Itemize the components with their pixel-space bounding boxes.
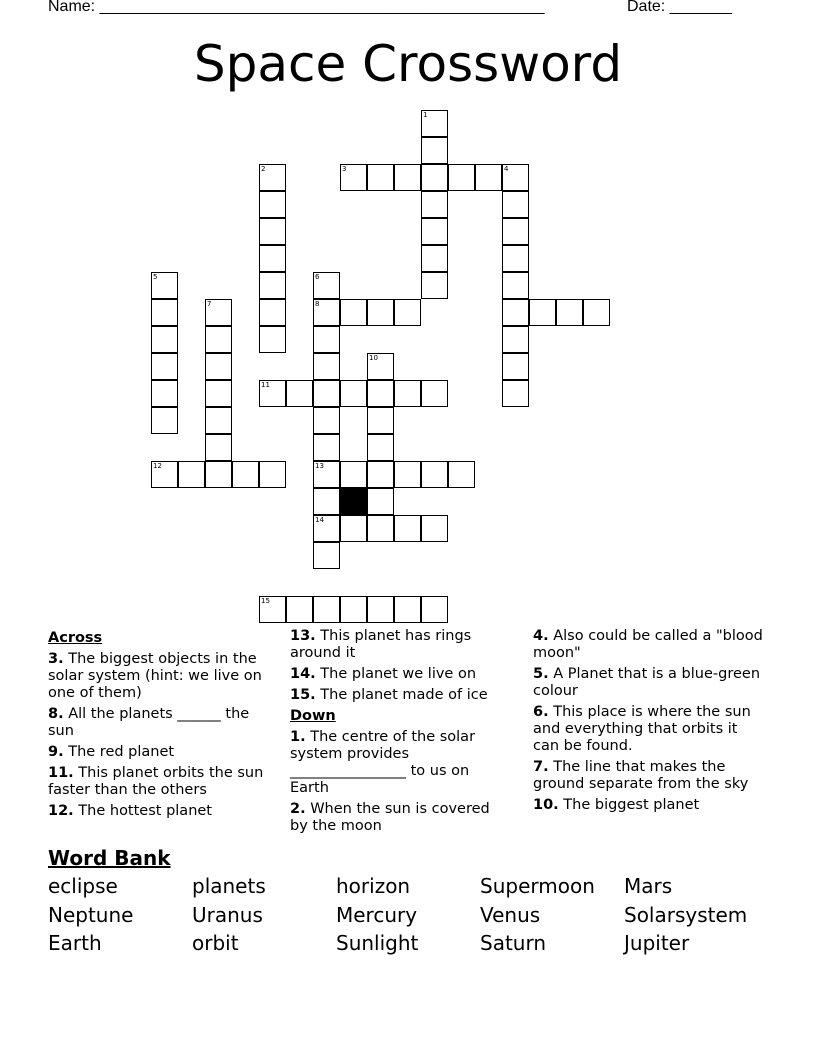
crossword-cell[interactable]: [421, 164, 448, 191]
crossword-cell[interactable]: [421, 272, 448, 299]
clue-number: 15: [261, 597, 270, 605]
crossword-cell[interactable]: [340, 515, 367, 542]
crossword-cell[interactable]: [556, 299, 583, 326]
crossword-cell[interactable]: [313, 515, 340, 542]
crossword-cell[interactable]: [421, 137, 448, 164]
clue-down-7: 7. The line that makes the ground separate from the sky: [533, 759, 749, 792]
crossword-cell[interactable]: [367, 596, 394, 623]
crossword-cell[interactable]: [394, 164, 421, 191]
crossword-cell[interactable]: [313, 461, 340, 488]
crossword-cell[interactable]: [502, 164, 529, 191]
crossword-cell[interactable]: [259, 326, 286, 353]
clue-number: 14: [315, 516, 324, 524]
word-bank-item: Neptune: [48, 902, 134, 927]
crossword-cell[interactable]: [313, 272, 340, 299]
crossword-cell[interactable]: [340, 299, 367, 326]
clues-column-1: [48, 628, 273, 824]
crossword-cell[interactable]: [394, 299, 421, 326]
crossword-cell[interactable]: [583, 299, 610, 326]
down-heading: Down: [290, 708, 336, 724]
clue-number: 7: [207, 300, 212, 308]
word-bank-title: Word Bank: [48, 846, 171, 870]
crossword-cell[interactable]: [367, 164, 394, 191]
word-bank-item: Mercury: [336, 902, 418, 927]
crossword-cell[interactable]: [502, 380, 529, 407]
crossword-cell[interactable]: [502, 299, 529, 326]
crossword-cell[interactable]: [313, 596, 340, 623]
crossword-cell[interactable]: [421, 110, 448, 137]
date-field[interactable]: Date: _______: [627, 0, 732, 15]
across-heading: Across: [48, 630, 103, 646]
clue-down-4: 4. Also could be called a "blood moon": [533, 628, 763, 661]
clue-number: 8: [315, 300, 320, 308]
clue-across-14: 14. The planet we live on: [290, 666, 477, 682]
crossword-cell[interactable]: [205, 434, 232, 461]
word-bank-item: Solarsystem: [624, 902, 748, 927]
crossword-cell[interactable]: [313, 353, 340, 380]
crossword-cell[interactable]: [502, 191, 529, 218]
crossword-cell[interactable]: [205, 326, 232, 353]
clue-across-11: 11. This planet orbits the sun faster than the others: [48, 765, 264, 798]
crossword-cell[interactable]: [340, 380, 367, 407]
word-bank: [48, 872, 788, 958]
crossword-cell[interactable]: [367, 407, 394, 434]
crossword-cell[interactable]: [205, 353, 232, 380]
clue-down-10: 10. The biggest planet: [533, 797, 700, 813]
crossword-cell[interactable]: [448, 461, 475, 488]
crossword-cell[interactable]: [313, 326, 340, 353]
crossword-cell[interactable]: [259, 461, 286, 488]
clue-number: 13: [315, 462, 324, 470]
crossword-cell[interactable]: [259, 299, 286, 326]
clue-across-3: 3. The biggest objects in the solar system (hint: we live on one of them): [48, 651, 262, 701]
crossword-cell[interactable]: [151, 299, 178, 326]
crossword-cell[interactable]: [151, 407, 178, 434]
crossword-cell[interactable]: [313, 434, 340, 461]
clue-across-8: 8. All the planets ______ the sun: [48, 706, 250, 739]
crossword-cell[interactable]: [394, 380, 421, 407]
crossword-cell[interactable]: [421, 515, 448, 542]
word-bank-item: Uranus: [192, 902, 263, 927]
crossword-cell[interactable]: [151, 272, 178, 299]
clues-column-2: [290, 628, 510, 839]
crossword-cell[interactable]: [259, 272, 286, 299]
crossword-cell[interactable]: [340, 164, 367, 191]
crossword-cell[interactable]: [286, 596, 313, 623]
crossword-cell[interactable]: [367, 461, 394, 488]
crossword-cell[interactable]: [502, 272, 529, 299]
crossword-cell[interactable]: [205, 380, 232, 407]
word-bank-item: Mars: [624, 874, 673, 898]
word-bank-item: Sunlight: [336, 931, 419, 955]
crossword-cell[interactable]: [421, 596, 448, 623]
crossword-cell[interactable]: [367, 299, 394, 326]
clue-number: 4: [504, 165, 509, 173]
crossword-cell[interactable]: [313, 488, 340, 515]
word-bank-item: eclipse: [48, 874, 118, 898]
crossword-cell[interactable]: [151, 353, 178, 380]
name-field[interactable]: Name: __________________________________________________: [48, 0, 545, 15]
crossword-cell[interactable]: [151, 380, 178, 407]
clue-number: 3: [342, 165, 347, 173]
crossword-cell[interactable]: [313, 407, 340, 434]
crossword-cell[interactable]: [259, 218, 286, 245]
crossword-cell[interactable]: [367, 380, 394, 407]
crossword-cell[interactable]: [367, 488, 394, 515]
crossword-cell[interactable]: [259, 164, 286, 191]
crossword-cell[interactable]: [313, 542, 340, 569]
word-bank-item: horizon: [336, 874, 411, 898]
crossword-cell[interactable]: [394, 461, 421, 488]
crossword-cell[interactable]: [475, 164, 502, 191]
crossword-cell[interactable]: [367, 515, 394, 542]
clue-across-13: 13. This planet has rings around it: [290, 628, 472, 661]
crossword-cell[interactable]: [502, 245, 529, 272]
clue-number: 1: [423, 111, 428, 119]
crossword-cell[interactable]: [205, 407, 232, 434]
clue-across-9: 9. The red planet: [48, 744, 175, 760]
clue-number: 12: [153, 462, 162, 470]
clue-down-1: 1. The centre of the solar system provides ________________ to us on Earth: [290, 729, 476, 796]
crossword-cell[interactable]: [313, 380, 340, 407]
crossword-cell[interactable]: [421, 218, 448, 245]
word-bank-item: Jupiter: [624, 931, 690, 955]
clue-down-5: 5. A Planet that is a blue-green colour: [533, 666, 761, 699]
crossword-cell[interactable]: [340, 461, 367, 488]
clues-column-3: [533, 628, 768, 818]
crossword-cell[interactable]: [259, 191, 286, 218]
clue-number: 11: [261, 381, 270, 389]
clue-down-6: 6. This place is where the sun and everything that orbits it can be found.: [533, 704, 751, 754]
crossword-cell[interactable]: [313, 299, 340, 326]
crossword-cell[interactable]: [259, 380, 286, 407]
crossword-cell[interactable]: [421, 191, 448, 218]
crossword-cell[interactable]: [151, 326, 178, 353]
clue-number: 10: [369, 354, 378, 362]
crossword-cell[interactable]: [421, 461, 448, 488]
crossword-cell[interactable]: [421, 245, 448, 272]
word-bank-item: orbit: [192, 931, 239, 955]
crossword-cell[interactable]: [421, 380, 448, 407]
crossword-cell[interactable]: [394, 596, 421, 623]
page-title: Space Crossword: [193, 35, 623, 93]
word-bank-item: Earth: [48, 931, 102, 955]
clue-across-12: 12. The hottest planet: [48, 803, 212, 819]
crossword-cell[interactable]: [205, 299, 232, 326]
clue-number: 5: [153, 273, 158, 281]
crossword-cell[interactable]: [502, 353, 529, 380]
crossword-cell[interactable]: [448, 164, 475, 191]
word-bank-item: Venus: [480, 902, 541, 927]
crossword-cell[interactable]: [205, 461, 232, 488]
word-bank-item: planets: [192, 874, 266, 898]
clue-down-2: 2. When the sun is covered by the moon: [290, 801, 490, 834]
blocked-cell: [340, 488, 367, 515]
crossword-cell[interactable]: [529, 299, 556, 326]
crossword-cell[interactable]: [178, 461, 205, 488]
word-bank-item: Supermoon: [480, 874, 595, 898]
crossword-cell[interactable]: [394, 515, 421, 542]
word-bank-item: Saturn: [480, 931, 547, 955]
crossword-cell[interactable]: [340, 596, 367, 623]
crossword-cell[interactable]: [286, 380, 313, 407]
crossword-cell[interactable]: [367, 434, 394, 461]
crossword-cell[interactable]: [259, 245, 286, 272]
crossword-cell[interactable]: [151, 461, 178, 488]
crossword-cell[interactable]: [367, 353, 394, 380]
clue-number: 6: [315, 273, 320, 281]
crossword-cell[interactable]: [502, 218, 529, 245]
clue-number: 2: [261, 165, 266, 173]
crossword-cell[interactable]: [232, 461, 259, 488]
crossword-cell[interactable]: [502, 326, 529, 353]
crossword-cell[interactable]: [259, 596, 286, 623]
clue-across-15: 15. The planet made of ice: [290, 687, 488, 703]
